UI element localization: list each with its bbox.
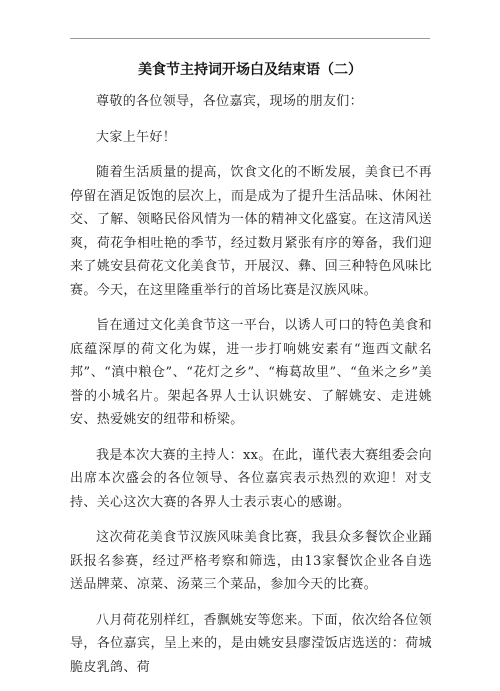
paragraph-salutation: 尊敬的各位领导，各位嘉宾，现场的朋友们：	[96, 94, 364, 109]
paragraph-competition: 这次荷花美食节汉族风味美食比赛，我县众多餐饮企业踊跃报名参赛，经过严格考察和筛选，由13家餐饮企业各自选送品牌菜、凉菜、汤菜三个菜品，参加今天的比赛。	[70, 530, 432, 592]
paragraph-purpose: 旨在通过文化美食节这一平台，以诱人可口的特色美食和底蕴深厚的荷文化为媒，进一步打响姚安素有“迤西文献名邦”、“滇中粮仓”、“花灯之乡”、“梅葛故里”、“鱼米之乡”美誉的小城名片。架起各界人士认识姚安、了解姚安、走进姚安、热爱姚安的纽带和桥梁。	[70, 318, 432, 427]
document-title: 美食节主持词开场白及结束语（二）	[138, 62, 362, 78]
paragraph-dishes: 八月荷花别样红，香飘姚安等您来。下面，依次给各位领导，各位嘉宾，呈上来的，是由姚安县廖滢饭店选送的：荷城脆皮乳鸽、荷	[70, 612, 432, 675]
paragraph-host: 我是本次大赛的主持人：xx。在此，谨代表大赛组委会向出席本次盛会的各位领导、各位嘉宾表示热烈的欢迎！对支持、关心这次大赛的各界人士表示衷心的感谢。	[70, 447, 432, 510]
header-rule	[70, 38, 430, 39]
document-body	[70, 90, 432, 691]
paragraph-introduction: 随着生活质量的提高，饮食文化的不断发展，美食已不再停留在酒足饭饱的层次上，而是成为了提升生活品味、休闲社交、了解、领略民俗风情为一体的精神文化盛宴。在这清风送爽，荷花争相吐艳的季节，经过数月紧张有序的筹备，我们迎来了姚安县荷花文化美食节，开展汉、彝、回三种特色风味比赛。今天，在这里隆重举行的首场比赛是汉族风味。	[70, 165, 432, 298]
paragraph-greeting: 大家上午好！	[96, 129, 177, 145]
